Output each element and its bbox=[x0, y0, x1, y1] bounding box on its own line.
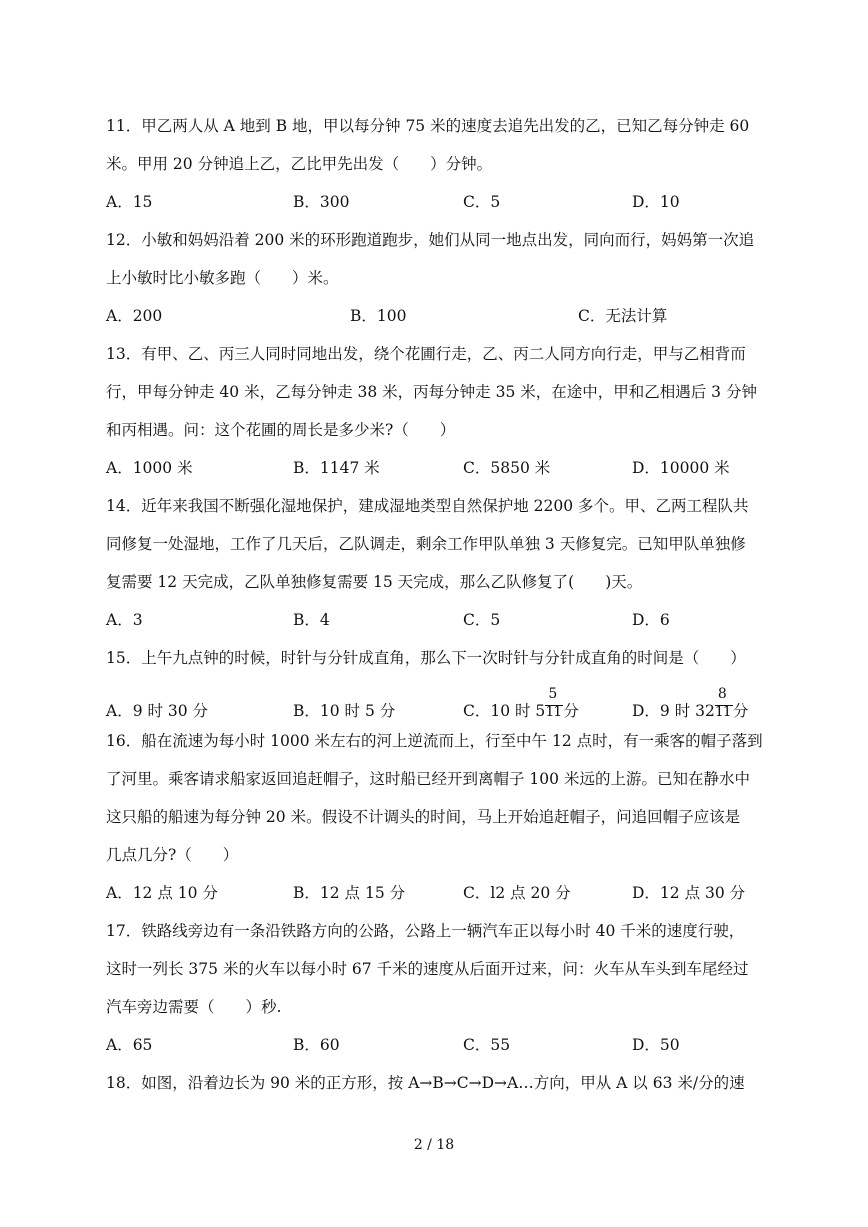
question-11-option-d: D．10 bbox=[632, 193, 680, 211]
question-15-option-c bbox=[463, 686, 579, 721]
question-15-option-d bbox=[632, 686, 749, 721]
question-17-option-d: D．50 bbox=[632, 1036, 680, 1054]
question-14-line-2: 同修复一处湿地，工作了几天后，乙队调走，剩余工作甲队单独 3 天修复完。已知甲队单独修 bbox=[106, 535, 746, 553]
question-16-line-3: 这只船的船速为每分钟 20 米。假设不计调头的时间，马上开始追赶帽子，问追回帽子应该是 bbox=[106, 808, 741, 826]
question-17-option-c: C．55 bbox=[463, 1036, 511, 1054]
fraction-numerator: 5 bbox=[548, 686, 558, 702]
question-17-line-2: 这时一列长 375 米的火车以每小时 67 千米的速度从后面开过来，问：火车从车头到车尾经过 bbox=[106, 960, 749, 978]
question-11-option-c: C．5 bbox=[463, 193, 501, 211]
question-12-option-c: C．无法计算 bbox=[578, 307, 668, 325]
question-15-option-c-prefix: C．10 时 5 bbox=[463, 702, 546, 720]
question-17-line-3: 汽车旁边需要（ ）秒. bbox=[106, 998, 282, 1016]
question-15-option-c-suffix: 分 bbox=[563, 702, 579, 720]
question-13-line-1: 13．有甲、乙、丙三人同时同地出发，绕个花圃行走，乙、丙二人同方向行走，甲与乙相背而 bbox=[106, 345, 746, 363]
question-16-option-c: C．l2 点 20 分 bbox=[463, 884, 571, 902]
question-16-option-b: B．12 点 15 分 bbox=[293, 884, 406, 902]
question-18-line-1: 18．如图，沿着边长为 90 米的正方形，按 A→B→C→D→A…方向，甲从 A 以 63 米/分的速 bbox=[106, 1074, 745, 1092]
question-14-line-1: 14．近年来我国不断强化湿地保护，建成湿地类型自然保护地 2200 多个。甲、乙两工程队共 bbox=[106, 497, 749, 515]
fraction-denominator: 11 bbox=[714, 704, 731, 720]
question-13-line-3: 和丙相遇。问：这个花圃的周长是多少米?（ ） bbox=[106, 421, 456, 439]
question-15-option-d-fraction bbox=[714, 686, 733, 720]
question-12-option-a: A．200 bbox=[106, 307, 163, 325]
question-17-line-1: 17．铁路线旁边有一条沿铁路方向的公路，公路上一辆汽车正以每小时 40 千米的速度行驶， bbox=[106, 922, 745, 940]
question-14-option-b: B．4 bbox=[293, 611, 330, 629]
question-16-line-2: 了河里。乘客请求船家返回追赶帽子，这时船已经开到离帽子 100 米远的上游。已知在静水中 bbox=[106, 770, 750, 788]
question-17-option-a: A．65 bbox=[106, 1036, 153, 1054]
question-13-option-c: C．5850 米 bbox=[463, 459, 551, 477]
question-11-line-2: 米。甲用 20 分钟追上乙，乙比甲先出发（ ）分钟。 bbox=[106, 155, 493, 173]
question-15-option-c-fraction bbox=[545, 686, 563, 720]
question-12-option-b: B．100 bbox=[350, 307, 407, 325]
question-11-option-a: A．15 bbox=[106, 193, 153, 211]
question-17-option-b: B．60 bbox=[293, 1036, 340, 1054]
question-14-line-3: 复需要 12 天完成，乙队单独修复需要 15 天完成，那么乙队修复了( )天。 bbox=[106, 573, 643, 591]
question-15-option-a: A．9 时 30 分 bbox=[106, 702, 209, 720]
fraction-numerator: 8 bbox=[717, 686, 727, 702]
question-13-line-2: 行，甲每分钟走 40 米，乙每分钟走 38 米，丙每分钟走 35 米，在途中，甲和乙相遇后 3 分钟 bbox=[106, 383, 757, 401]
question-16-line-1: 16．船在流速为每小时 1000 米左右的河上逆流而上，行至中午 12 点时，有一乘客的帽子落到 bbox=[106, 732, 763, 750]
question-16-option-d: D．12 点 30 分 bbox=[632, 884, 746, 902]
question-14-option-d: D．6 bbox=[632, 611, 670, 629]
question-16-line-4: 几点几分?（ ） bbox=[106, 846, 239, 864]
question-15-option-b: B．10 时 5 分 bbox=[293, 702, 396, 720]
fraction-denominator: 11 bbox=[545, 704, 562, 720]
question-11-line-1: 11．甲乙两人从 A 地到 B 地，甲以每分钟 75 米的速度去追先出发的乙，已知乙每分钟走 60 bbox=[106, 117, 750, 135]
question-13-option-a: A．1000 米 bbox=[106, 459, 193, 477]
page-number: 2 / 18 bbox=[413, 1137, 455, 1153]
question-12-line-2: 上小敏时比小敏多跑（ ）米。 bbox=[106, 269, 339, 287]
question-15-line-1: 15．上午九点钟的时候，时针与分针成直角，那么下一次时针与分针成直角的时间是（ ） bbox=[106, 649, 746, 667]
question-13-option-b: B．1147 米 bbox=[293, 459, 380, 477]
question-14-option-c: C．5 bbox=[463, 611, 501, 629]
question-12-line-1: 12．小敏和妈妈沿着 200 米的环形跑道跑步，她们从同一地点出发，同向而行，妈妈第一次追 bbox=[106, 231, 755, 249]
question-15-option-d-prefix: D．9 时 32 bbox=[632, 702, 715, 720]
question-11-option-b: B．300 bbox=[293, 193, 350, 211]
question-13-option-d: D．10000 米 bbox=[632, 459, 730, 477]
question-16-option-a: A．12 点 10 分 bbox=[106, 884, 218, 902]
question-15-option-d-suffix: 分 bbox=[732, 702, 749, 720]
question-14-option-a: A．3 bbox=[106, 611, 143, 629]
